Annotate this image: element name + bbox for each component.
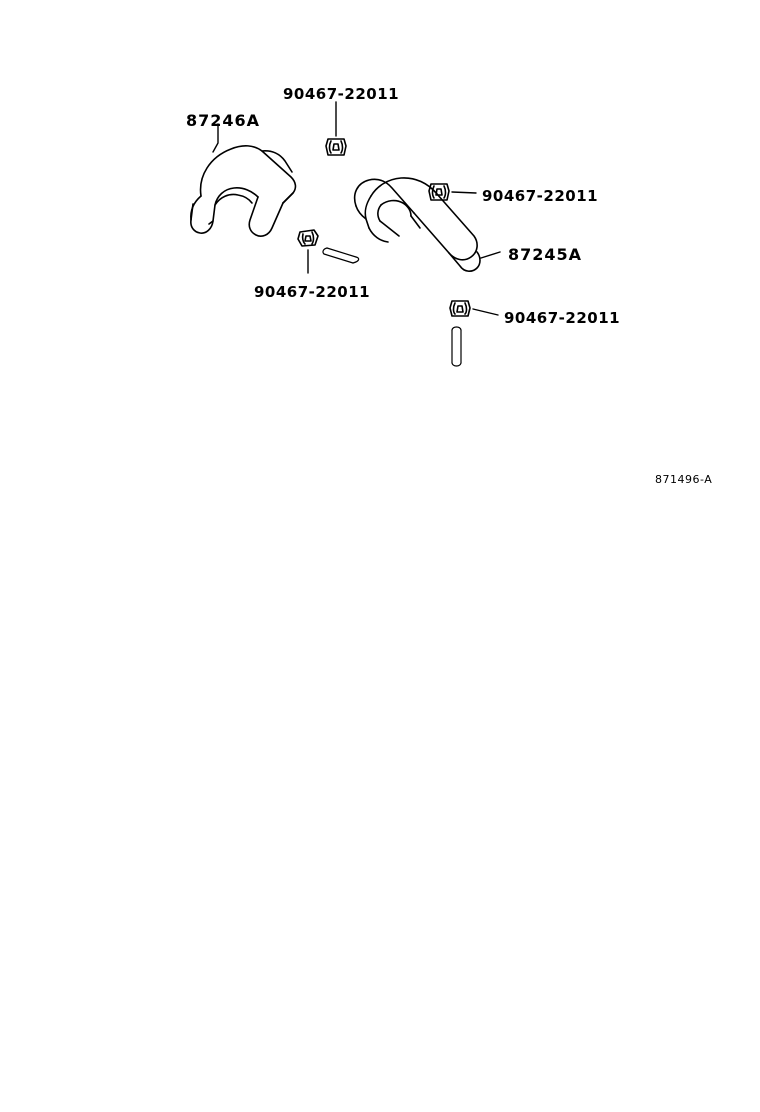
clip-nut-top-shape [326,139,346,155]
figure-code: 871496-A [655,473,713,486]
clip-nut-left-lower-shape [298,230,359,263]
label-part-87245a: 87245A [508,245,583,264]
label-clip-nut-top: 90467-22011 [283,85,400,103]
label-clip-nut-left-lower: 90467-22011 [254,283,371,301]
label-clip-nut-right: 90467-22011 [482,187,599,205]
clip-nut-right-shape [429,184,449,200]
label-clip-nut-bottom: 90467-22011 [504,309,621,327]
label-part-87246a: 87246A [186,111,261,130]
assist-grip-left-shape [191,146,296,236]
clip-nut-bottom-shape [450,301,470,366]
